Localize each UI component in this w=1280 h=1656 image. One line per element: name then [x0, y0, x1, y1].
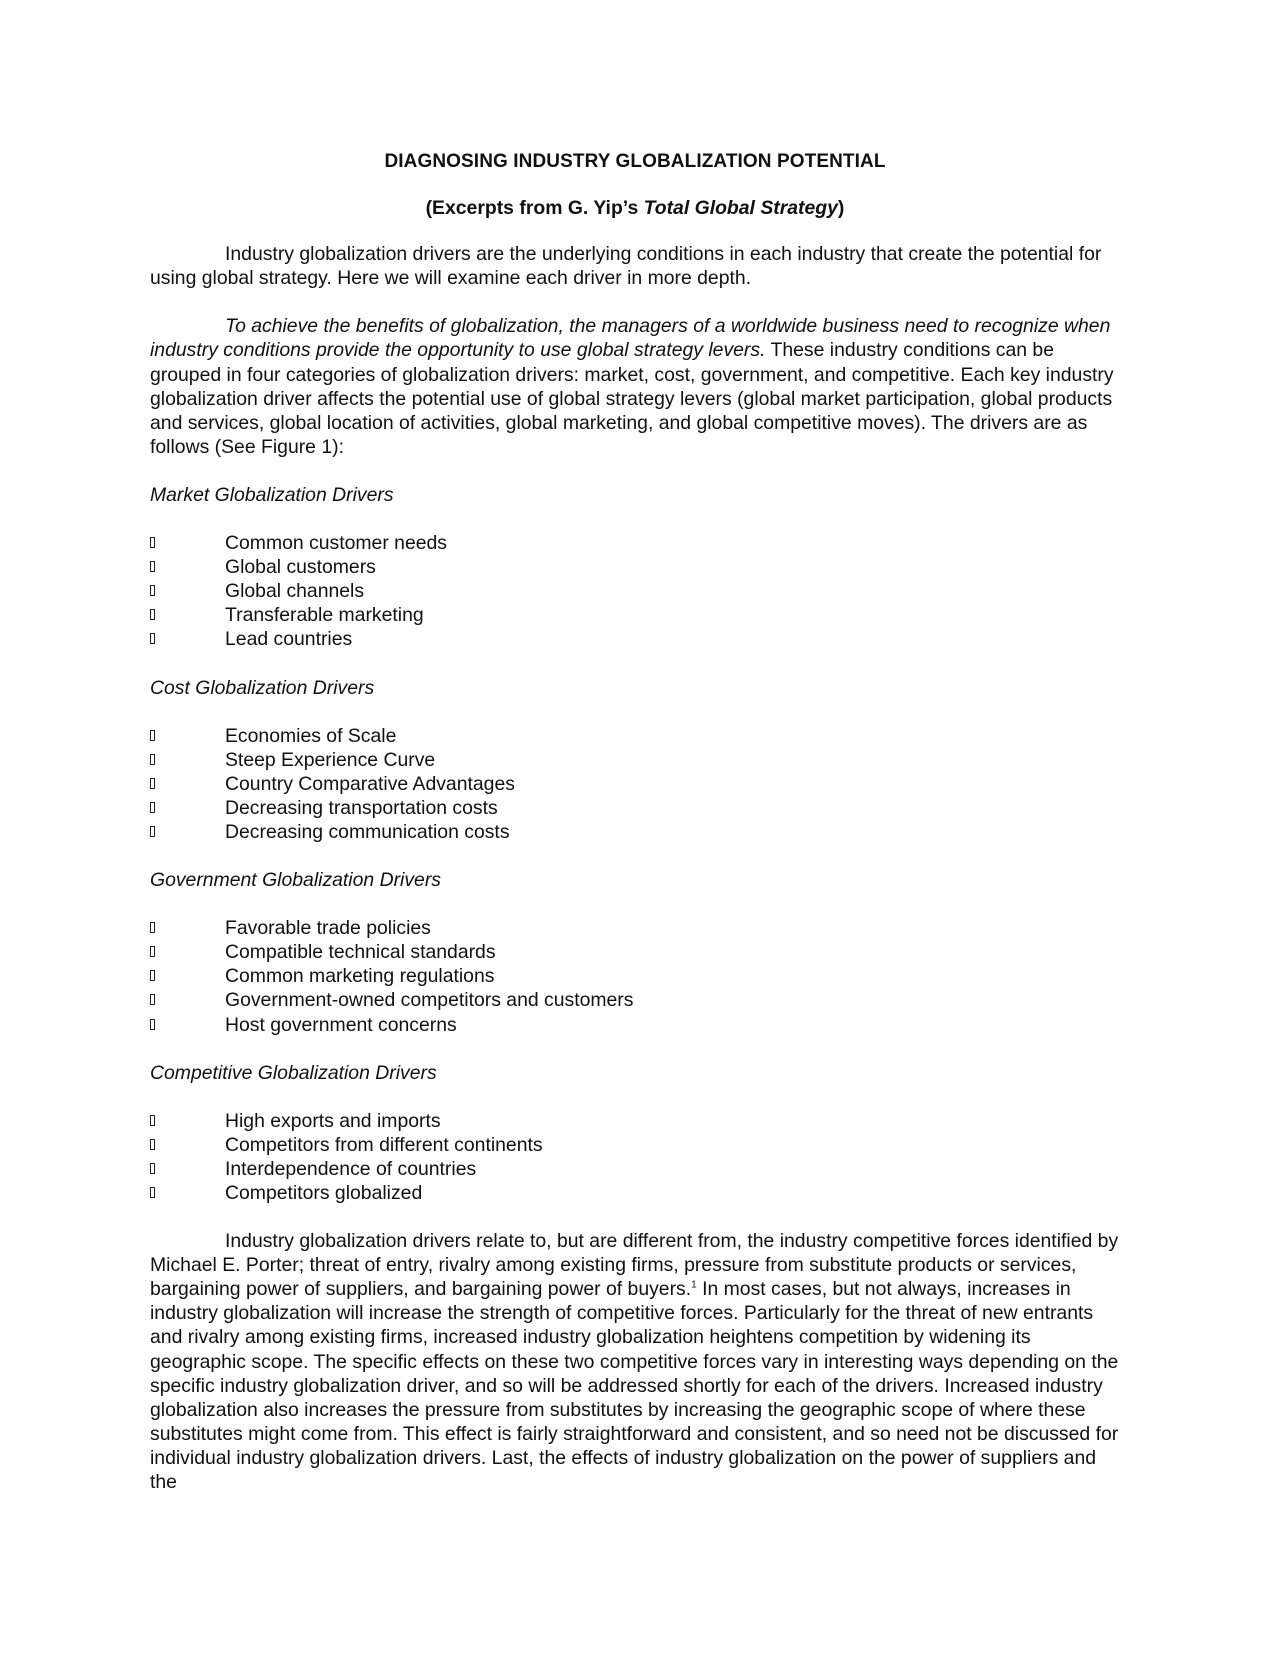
list-item [150, 940, 1120, 964]
list-item-text: Favorable trade policies [225, 917, 431, 940]
list-item [150, 1157, 1120, 1181]
bullet-box-icon [150, 994, 155, 1005]
list-item [150, 772, 1120, 796]
second-paragraph-italic: To achieve the benefits of globalization, the managers of a worldwide business need to recognize when industry conditions provide the opportunity to use global strategy levers. [150, 315, 1111, 362]
list-item [150, 1181, 1120, 1205]
list-item-text: Host government concerns [225, 1013, 457, 1036]
intro-paragraph: Industry globalization drivers are the underlying conditions in each industry that create the potential for using global strategy. Here we will examine each driver in more depth. [150, 243, 1102, 290]
document-subtitle [150, 196, 1120, 220]
subtitle-prefix: (Excerpts from G. Yip’s [425, 197, 644, 220]
market-drivers-list [150, 531, 1120, 651]
document-title: DIAGNOSING INDUSTRY GLOBALIZATION POTENTIAL [384, 151, 886, 172]
bullet-box-icon [150, 609, 155, 620]
list-item-text: Global customers [225, 556, 376, 579]
list-item-text: Decreasing communication costs [225, 820, 510, 843]
closing-paragraph [150, 1229, 1120, 1494]
list-item-text: Country Comparative Advantages [225, 772, 515, 795]
list-item [150, 820, 1120, 844]
closing-paragraph-part2: In most cases, but not always, increases in industry globalization will increase the strength of competitive forces. Particularly for the threat of new entrants and rivalry among existing firms, increased industry globalization heightens competition by widening its geographic scope. The specific effects on these two competitive forces vary in interesting ways depending on the specific industry globalization driver, and so will be addressed shortly for each of the drivers. Increased industry globalization also increases the pressure from substitutes by increasing the geographic scope of where these substitutes might come from. This effect is fairly straightforward and consistent, and so need not be discussed for individual industry globalization drivers. Last, the effects of industry globalization on the power of suppliers and the [150, 1278, 1119, 1494]
list-item-text: Government-owned competitors and customers [225, 989, 634, 1012]
competitive-drivers-list [150, 1109, 1120, 1205]
list-item [150, 796, 1120, 820]
bullet-box-icon [150, 922, 155, 933]
list-item [150, 579, 1120, 603]
cost-drivers-list [150, 724, 1120, 844]
list-item-text: Competitors globalized [225, 1182, 423, 1204]
list-item-text: Competitors from different continents [225, 1133, 543, 1156]
bullet-box-icon [150, 1187, 155, 1198]
bullet-box-icon [150, 561, 155, 572]
subtitle-suffix: ) [837, 197, 845, 220]
closing-paragraph-part1: Industry globalization drivers relate to, but are different from, the industry competitive forces identified by Michael E. Porter; threat of entry, rivalry among existing firms, pressure from substitute products or services, bargaining power of suppliers, and bargaining power of buyers. [150, 1230, 1119, 1301]
bullet-box-icon [150, 537, 155, 548]
section-heading-competitive: Competitive Globalization Drivers [150, 1061, 437, 1084]
list-item-text: Transferable marketing [225, 604, 424, 627]
list-item-text: Interdependence of countries [225, 1157, 477, 1180]
list-item [150, 1109, 1120, 1133]
bullet-box-icon [150, 802, 155, 813]
bullet-box-icon [150, 730, 155, 741]
bullet-box-icon [150, 633, 155, 644]
document-page [150, 150, 1120, 1518]
bullet-box-icon [150, 946, 155, 957]
list-item-text: Common marketing regulations [225, 965, 495, 988]
bullet-box-icon [150, 1139, 155, 1150]
list-item [150, 964, 1120, 988]
list-item [150, 627, 1120, 651]
section-heading-market: Market Globalization Drivers [150, 483, 394, 506]
government-drivers-list [150, 916, 1120, 1036]
subtitle-book-title: Total Global Strategy [643, 197, 838, 220]
bullet-box-icon [150, 585, 155, 596]
bullet-box-icon [150, 1115, 155, 1126]
list-item [150, 531, 1120, 555]
second-paragraph-regular: These industry conditions can be grouped in four categories of globalization drivers: market, cost, government, and competitive. Each key industry globalization driver affects the potential use of global strategy levers (global market participation, global products and services, global location of activities, global marketing, and global competitive moves). The drivers are as follows (See Figure 1): [150, 339, 1114, 458]
footnote-reference[interactable]: 1 [691, 1279, 697, 1291]
bullet-box-icon [150, 826, 155, 837]
second-paragraph [150, 314, 1120, 459]
bullet-box-icon [150, 778, 155, 789]
list-item-text: Compatible technical standards [225, 941, 496, 964]
bullet-box-icon [150, 1019, 155, 1030]
list-item-text: Economies of Scale [225, 724, 397, 747]
list-item [150, 724, 1120, 748]
list-item [150, 1133, 1120, 1157]
bullet-box-icon [150, 970, 155, 981]
list-item-text: Common customer needs [225, 532, 448, 555]
section-heading-government: Government Globalization Drivers [150, 869, 441, 892]
list-item-text: Steep Experience Curve [225, 748, 436, 771]
list-item-text: Global channels [225, 580, 365, 603]
list-item-text: High exports and imports [225, 1109, 441, 1132]
list-item [150, 988, 1120, 1012]
list-item [150, 555, 1120, 579]
section-heading-cost: Cost Globalization Drivers [150, 676, 375, 699]
bullet-box-icon [150, 1163, 155, 1174]
list-item-text: Decreasing transportation costs [225, 796, 498, 819]
list-item [150, 603, 1120, 627]
list-item [150, 748, 1120, 772]
list-item-text: Lead countries [225, 628, 353, 651]
bullet-box-icon [150, 754, 155, 765]
list-item [150, 916, 1120, 940]
list-item [150, 1013, 1120, 1037]
